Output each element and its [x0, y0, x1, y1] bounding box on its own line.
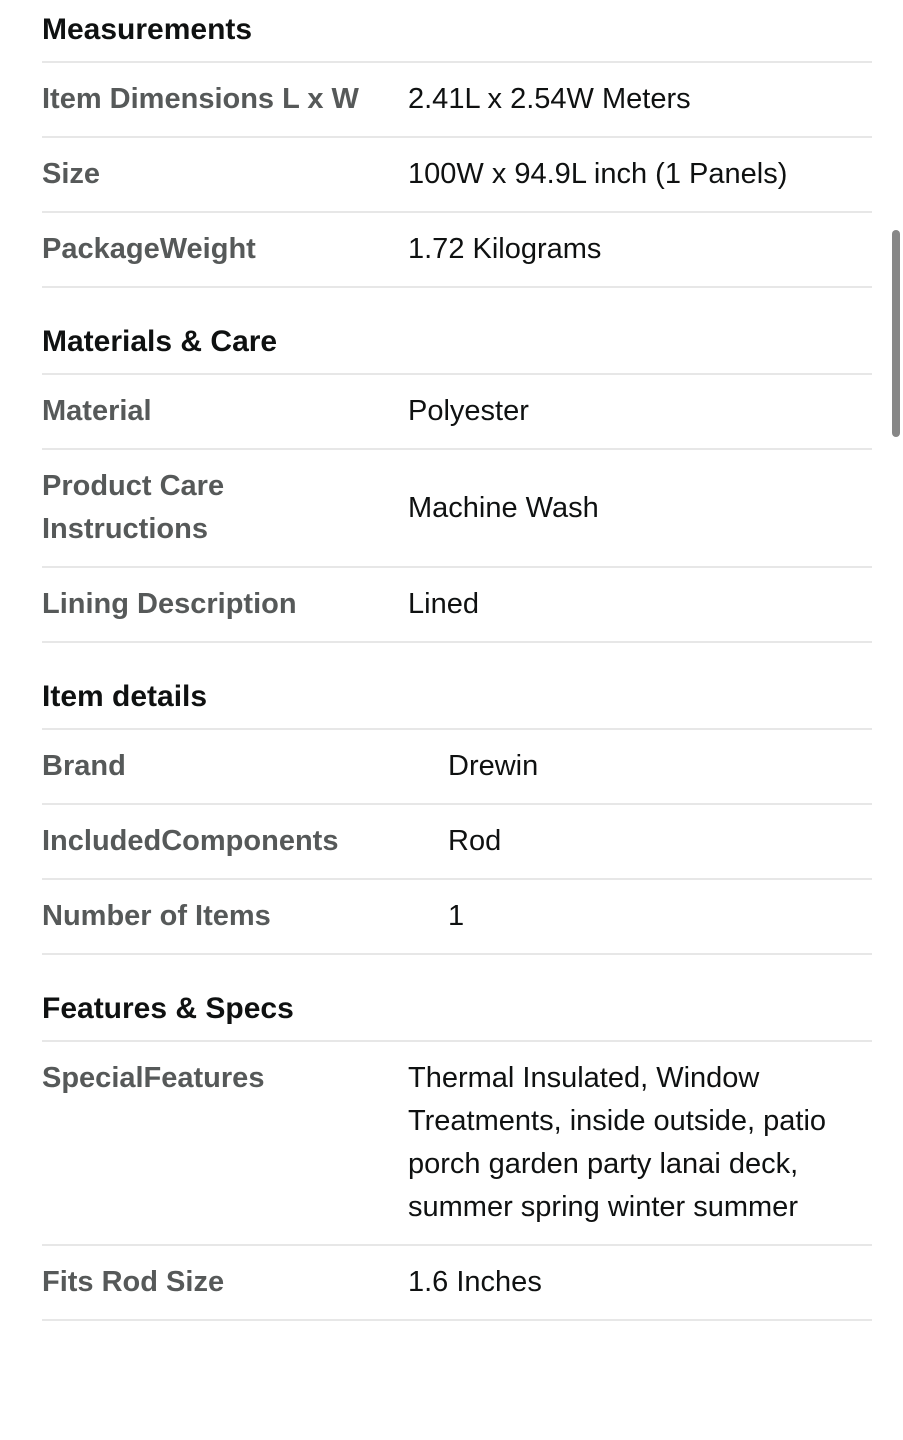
section-item-details: [42, 675, 872, 955]
spec-row-special-features: [42, 1042, 872, 1246]
spec-value: 100W x 94.9L inch (1 Panels): [408, 158, 788, 190]
spec-row-size: [42, 138, 872, 213]
spec-label: Material: [42, 395, 152, 427]
spec-row-number-of-items: [42, 880, 872, 955]
section-heading-features-specs: Features & Specs: [42, 987, 872, 1042]
spec-label: Item Dimensions L x W: [42, 83, 359, 115]
spec-value: 1.6 Inches: [408, 1266, 542, 1298]
spec-label: Number of Items: [42, 900, 271, 932]
section-heading-item-details: Item details: [42, 675, 872, 730]
spec-label: Lining Description: [42, 588, 297, 620]
spec-row-included-components: [42, 805, 872, 880]
scrollbar-thumb[interactable]: [892, 230, 900, 437]
spec-row-product-care: [42, 450, 872, 568]
section-heading-materials-care: Materials & Care: [42, 320, 872, 375]
section-heading-measurements: Measurements: [42, 8, 872, 63]
section-measurements: [42, 8, 872, 288]
spec-row-brand: [42, 730, 872, 805]
spec-value: 1.72 Kilograms: [408, 233, 602, 265]
spec-row-package-weight: [42, 213, 872, 288]
spec-label: PackageWeight: [42, 233, 256, 265]
spec-value: Lined: [408, 588, 479, 620]
section-features-specs: [42, 987, 872, 1321]
spec-label: Brand: [42, 750, 126, 782]
spec-value: Machine Wash: [408, 491, 599, 524]
spec-value: Polyester: [408, 395, 529, 427]
spec-value: 1: [448, 900, 465, 932]
spec-row-item-dimensions: [42, 63, 872, 138]
spec-label: SpecialFeatures: [42, 1062, 265, 1094]
spec-value: Drewin: [448, 750, 539, 782]
spec-row-fits-rod-size: [42, 1246, 872, 1321]
spec-label: Size: [42, 158, 101, 190]
spec-row-lining: [42, 568, 872, 643]
spec-value: Thermal Insulated, Window Treatments, inside outside, patio porch garden party lanai deck, summer spring winter summer: [408, 1062, 827, 1223]
spec-value: 2.41L x 2.54W Meters: [408, 83, 691, 115]
spec-row-material: [42, 375, 872, 450]
spec-label: Product Care Instructions: [42, 470, 225, 545]
spec-label: Fits Rod Size: [42, 1266, 225, 1298]
spec-label: IncludedComponents: [42, 825, 339, 857]
spec-value: Rod: [448, 825, 502, 857]
section-materials-care: [42, 320, 872, 643]
